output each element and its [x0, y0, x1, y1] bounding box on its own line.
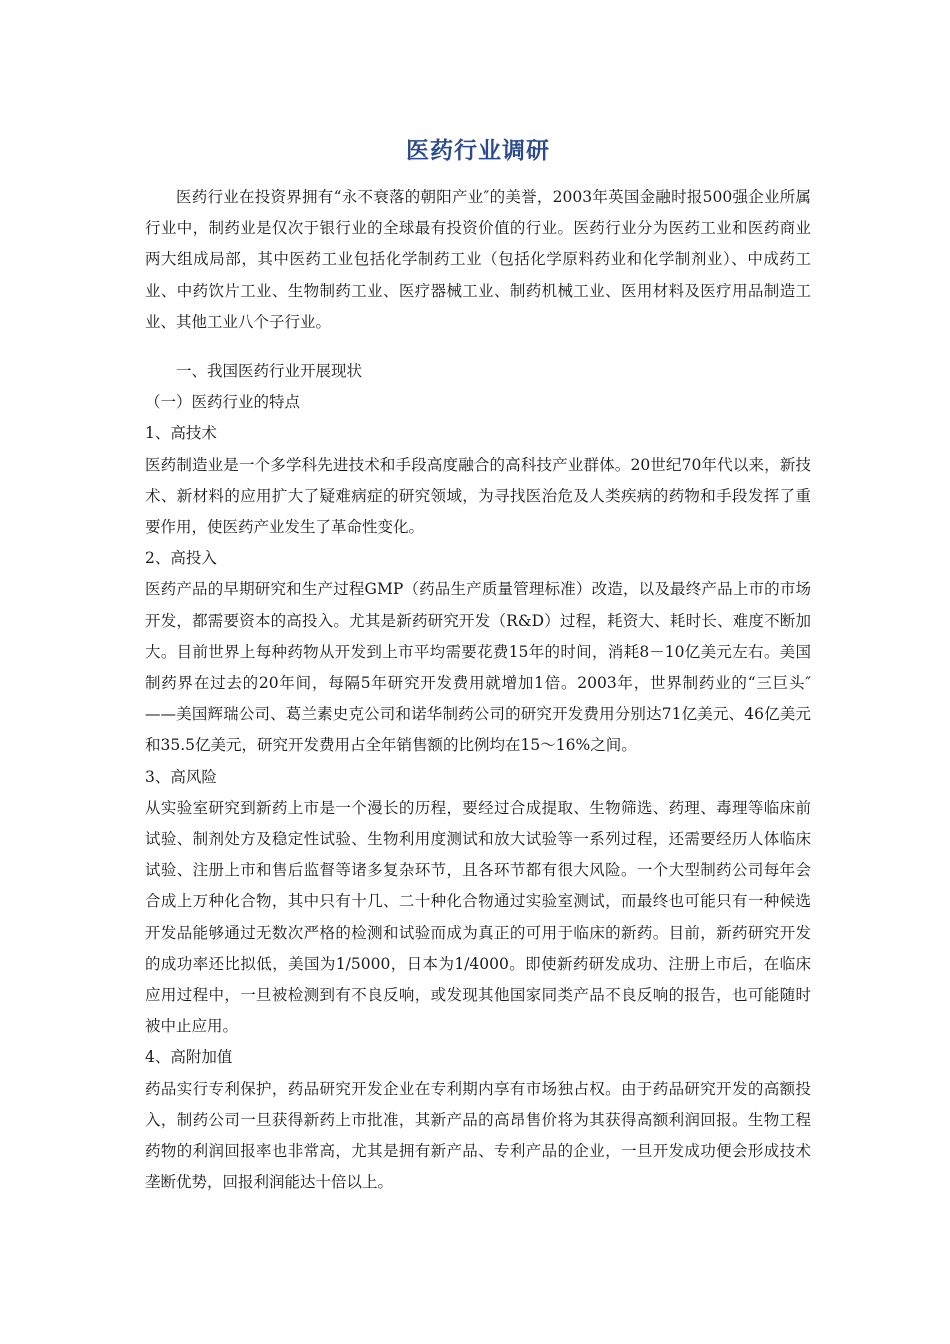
intro-paragraph: 医药行业在投资界拥有“永不衰落的朝阳产业″的美誉，2003年英国金融时报500强企业所属行业中，制药业是仅次于银行业的全球最有投资价值的行业。医药行业分为医药工业和医药商业两大组成局部，其中医药工业包括化学制药工业（包括化学原料药业和化学制剂业）、中成药工业、中药饮片工业、生物制药工业、医疗器械工业、制药机械工业、医用材料及医疗用品制造工业、其他工业八个子行业。 [145, 188, 811, 331]
item-body-high-investment: 医药产品的早期研究和生产过程GMP（药品生产质量管理标准）改造，以及最终产品上市的市场开发，都需要资本的高投入。尤其是新药研究开发（R&D）过程，耗资大、耗时长、难度不断加大。目前世界上每种药物从开发到上市平均需要花费15年的时间，消耗8－10亿美元左右。美国制药界在过去的20年间，每隔5年研究开发费用就增加1倍。2003年，世界制药业的“三巨头″——美国辉瑞公司、葛兰素史克公司和诺华制药公司的研究开发费用分别达71亿美元、46亿美元和35.5亿美元，研究开发费用占全年销售额的比例均在15～16%之间。 [145, 580, 811, 755]
paragraph-gap [145, 338, 811, 356]
item-heading-high-tech: 1、高技术 [145, 424, 217, 443]
item-heading-high-value-added: 4、高附加值 [145, 1048, 233, 1067]
document-title: 医药行业调研 [406, 138, 550, 164]
item-body-high-tech: 医药制造业是一个多学科先进技术和手段高度融合的高科技产业群体。20世纪70年代以来，新技术、新材料的应用扩大了疑难病症的研究领域，为寻找医治危及人类疾病的药物和手段发挥了重要作用，使医药产业发生了革命性变化。 [145, 455, 811, 537]
document-page [145, 128, 811, 1199]
subsection-heading: （一）医药行业的特点 [145, 393, 301, 412]
item-heading-high-investment: 2、高投入 [145, 549, 217, 568]
item-body-high-risk: 从实验室研究到新药上市是一个漫长的历程，要经过合成提取、生物筛选、药理、毒理等临床前试验、制剂处方及稳定性试验、生物利用度测试和放大试验等一系列过程，还需要经历人体临床试验、注册上市和售后监督等诸多复杂环节，且各环节都有很大风险。一个大型制药公司每年会合成上万种化合物，其中只有十几、二十种化合物通过实验室测试，而最终也可能只有一种候选开发品能够通过无数次严格的检测和试验而成为真正的可用于临床的新药。目前，新药研究开发的成功率还比拟低，美国为1/5000，日本为1/4000。即使新药研发成功、注册上市后，在临床应用过程中，一旦被检测到有不良反响，或发现其他国家同类产品不良反响的报告，也可能随时被中止应用。 [145, 798, 811, 1036]
section-heading: 一、我国医药行业开展现状 [176, 362, 363, 381]
item-heading-high-risk: 3、高风险 [145, 767, 217, 786]
item-body-high-value-added: 药品实行专利保护，药品研究开发企业在专利期内享有市场独占权。由于药品研究开发的高额投入，制药公司一旦获得新药上市批准，其新产品的高昂售价将为其获得高额利润回报。生物工程药物的利润回报率也非常高，尤其是拥有新产品、专利产品的企业，一旦开发成功便会形成技术垄断优势，回报利润能达十倍以上。 [145, 1079, 811, 1192]
